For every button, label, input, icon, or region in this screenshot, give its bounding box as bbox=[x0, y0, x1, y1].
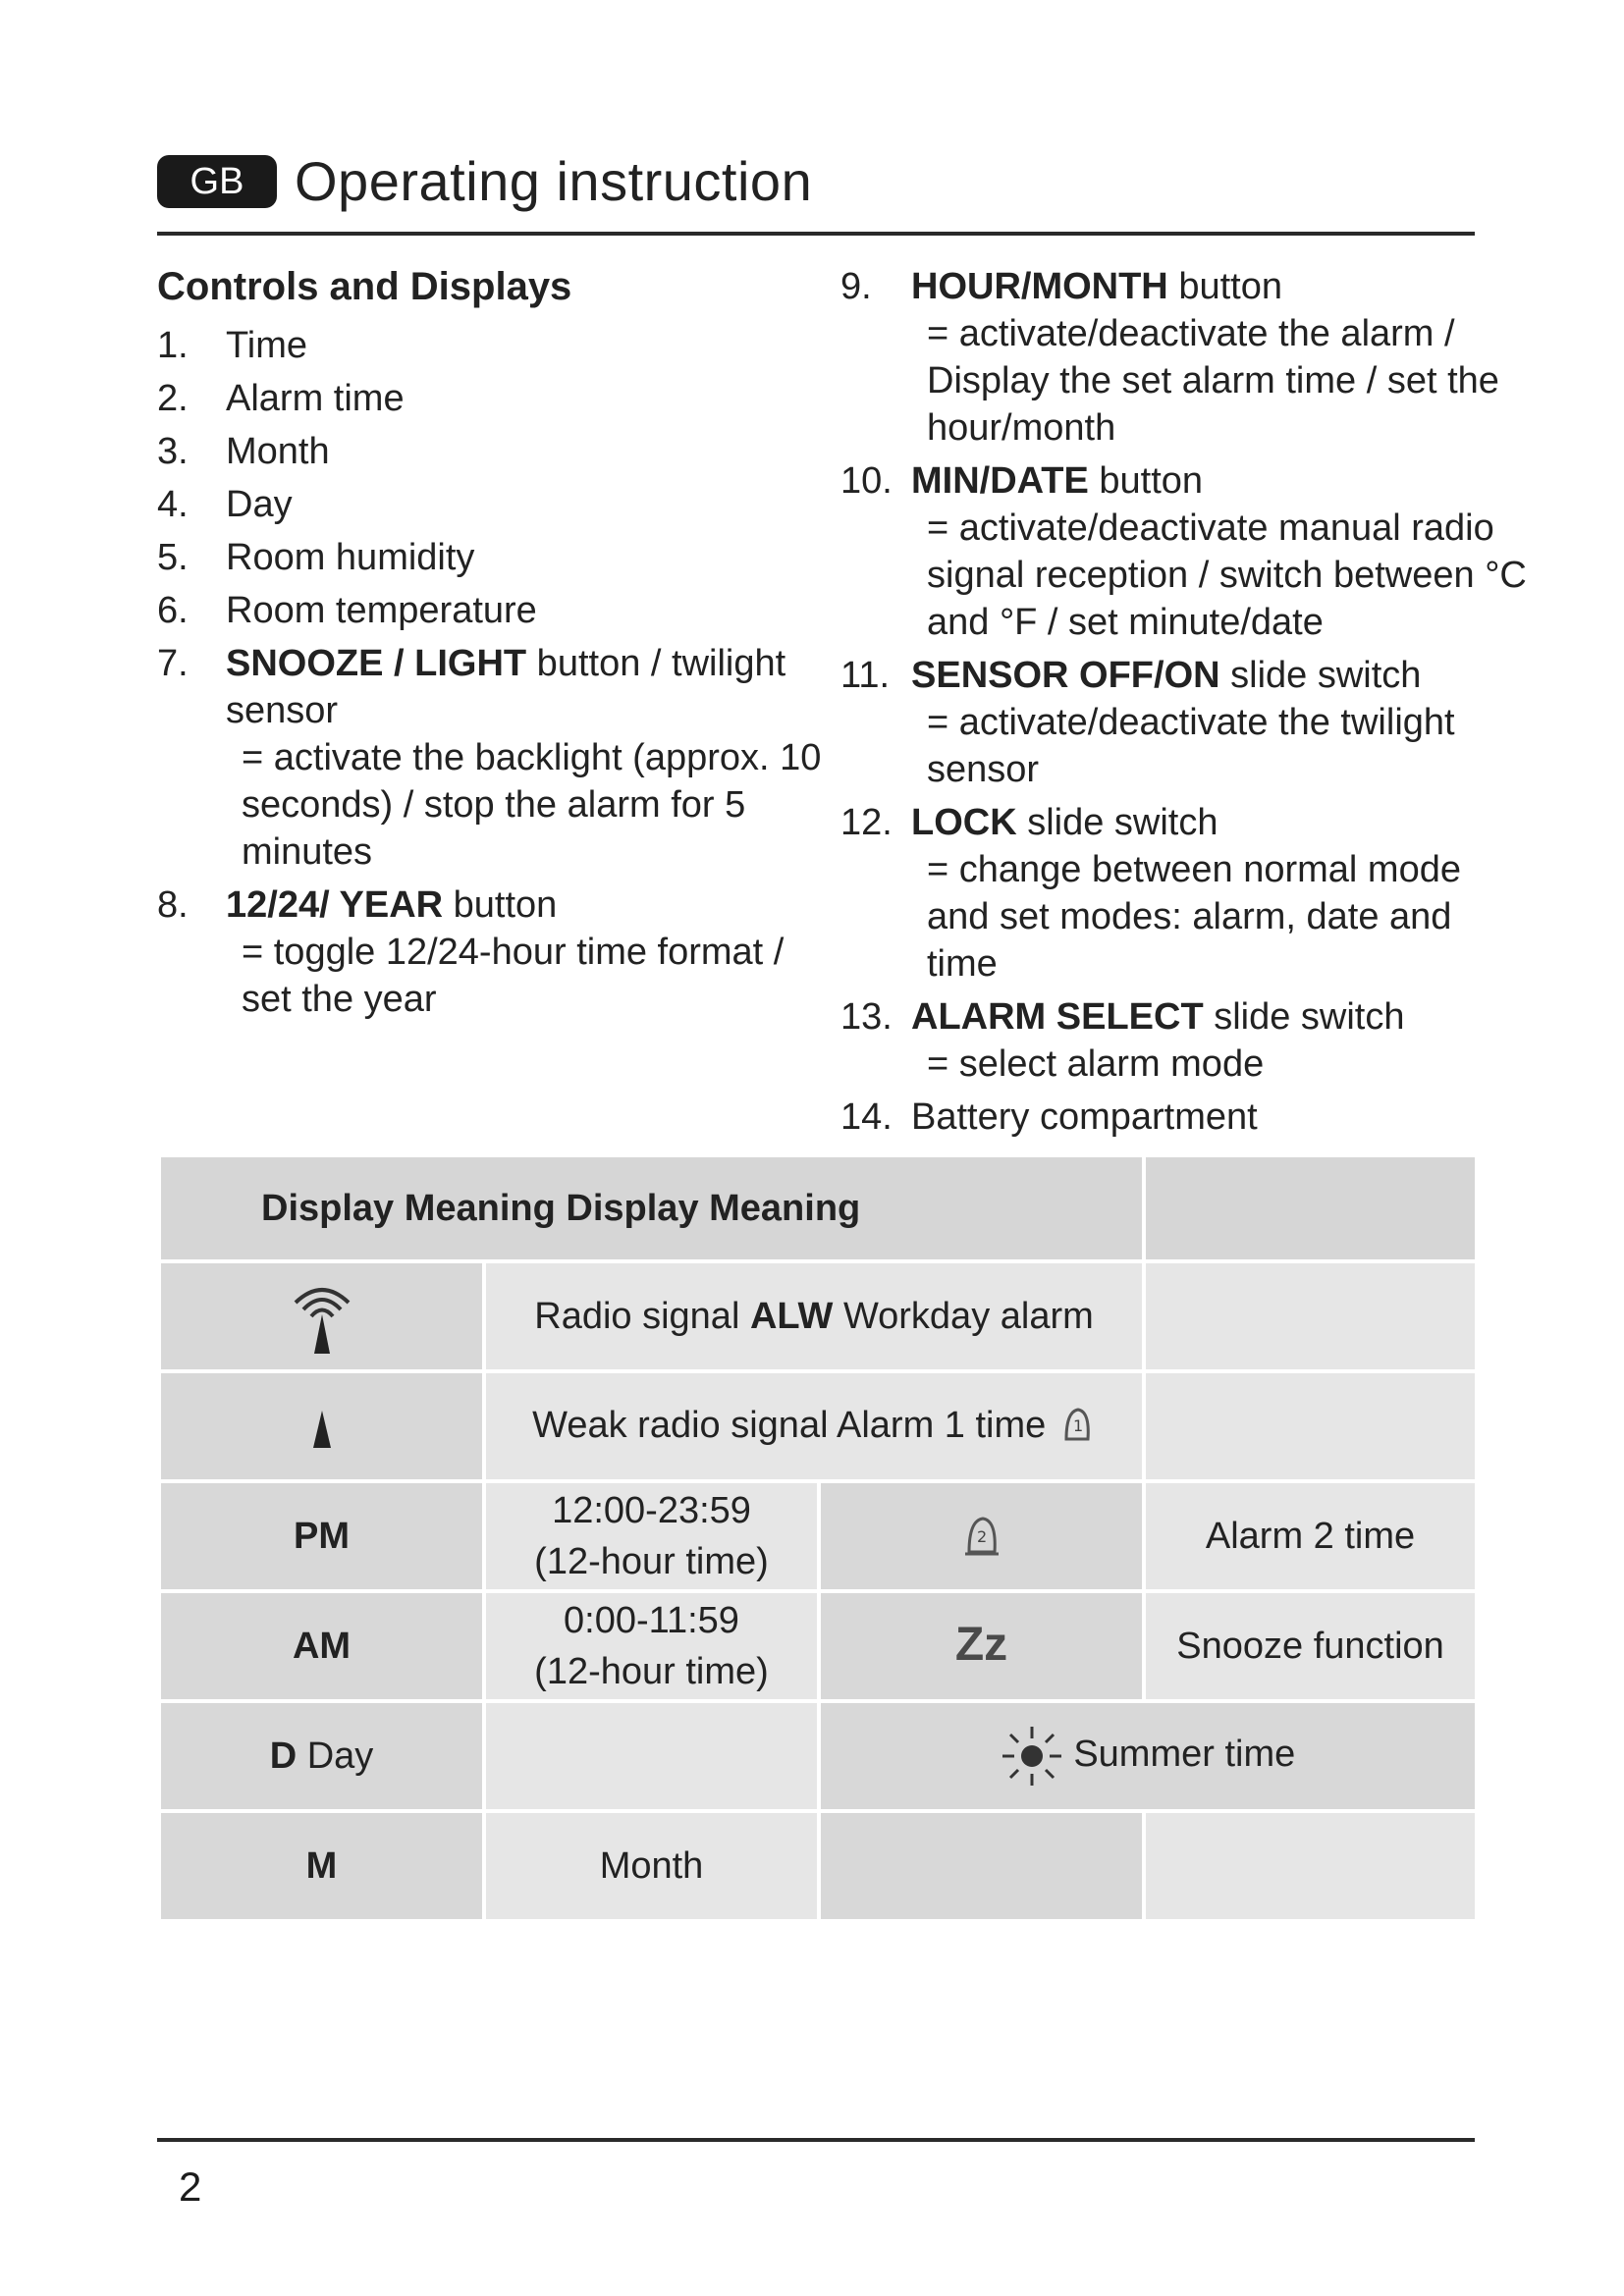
alarm-bell-1-icon bbox=[1056, 1400, 1096, 1453]
meaning-text: Day bbox=[306, 1735, 374, 1777]
display-code: ALW bbox=[749, 1296, 834, 1337]
item-label-bold: LOCK bbox=[911, 802, 1017, 843]
meaning-cell bbox=[484, 1261, 1144, 1371]
display-cell bbox=[819, 1481, 1144, 1591]
item-description: = activate/deactivate manual radio signal reception / switch between °C and °F / set minute/date bbox=[927, 507, 1527, 643]
summer-time-icon bbox=[1001, 1725, 1063, 1788]
table-row bbox=[159, 1701, 1477, 1811]
display-cell bbox=[819, 1591, 1144, 1701]
weak-signal-icon bbox=[307, 1403, 337, 1452]
table-row bbox=[159, 1261, 1477, 1371]
display-cell bbox=[159, 1261, 484, 1371]
item-number: 5. bbox=[157, 537, 189, 578]
list-item bbox=[840, 263, 1528, 452]
item-text: Day bbox=[226, 484, 293, 525]
list-item bbox=[157, 534, 825, 581]
display-cell bbox=[819, 1811, 1144, 1921]
section-heading: Controls and Displays bbox=[157, 265, 572, 308]
meaning-text: Weak radio signal bbox=[532, 1404, 829, 1446]
language-badge: GB bbox=[157, 155, 277, 208]
item-number: 6. bbox=[157, 590, 189, 631]
item-text: Month bbox=[226, 431, 330, 472]
item-label-bold: HOUR/MONTH bbox=[911, 266, 1168, 307]
list-item bbox=[157, 640, 825, 876]
list-item bbox=[157, 481, 825, 528]
meaning-text: 12:00-23:59 bbox=[552, 1490, 751, 1531]
meaning-cell bbox=[484, 1701, 819, 1811]
list-item bbox=[840, 1094, 1528, 1141]
meaning-text: Workday alarm bbox=[842, 1296, 1094, 1337]
meaning-text: Radio signal bbox=[534, 1296, 740, 1337]
svg-text:1: 1 bbox=[1072, 1416, 1084, 1436]
alarm-bell-2-icon bbox=[957, 1507, 1006, 1566]
item-text: button / twilight sensor bbox=[226, 643, 786, 731]
item-number: 7. bbox=[157, 643, 189, 684]
table-header-row bbox=[159, 1155, 1477, 1261]
item-label-bold: ALARM SELECT bbox=[911, 996, 1204, 1038]
meaning-cell: Alarm 2 time bbox=[1144, 1481, 1477, 1591]
item-number: 9. bbox=[840, 266, 872, 307]
display-meaning-table bbox=[157, 1153, 1479, 1923]
item-number: 12. bbox=[840, 802, 893, 843]
meaning-cell bbox=[1144, 1371, 1477, 1481]
page-title: Operating instruction bbox=[295, 150, 813, 212]
display-cell: M bbox=[159, 1811, 484, 1921]
item-text: slide switch bbox=[1203, 996, 1405, 1038]
left-column bbox=[157, 263, 825, 1029]
table-row bbox=[159, 1591, 1477, 1701]
meaning-text: (12-hour time) bbox=[534, 1651, 769, 1692]
item-description: = change between normal mode and set modes: alarm, date and time bbox=[927, 849, 1461, 985]
list-item bbox=[157, 881, 825, 1023]
meaning-cell: Snooze function bbox=[1144, 1591, 1477, 1701]
item-description: = activate/deactivate the twilight sensor bbox=[927, 702, 1455, 790]
item-number: 14. bbox=[840, 1096, 893, 1138]
list-item bbox=[840, 457, 1528, 646]
list-item bbox=[157, 587, 825, 634]
svg-text:2: 2 bbox=[976, 1527, 987, 1546]
meaning-cell: Month bbox=[484, 1811, 819, 1921]
item-text: slide switch bbox=[1219, 655, 1422, 696]
item-description: = toggle 12/24-hour time format / set the year bbox=[242, 932, 785, 1020]
meaning-cell bbox=[1144, 1261, 1477, 1371]
right-column bbox=[840, 263, 1528, 1147]
footer-divider bbox=[157, 2138, 1475, 2142]
radio-signal-icon bbox=[288, 1277, 356, 1356]
item-label-bold: SNOOZE / LIGHT bbox=[226, 643, 527, 684]
table-header-cell bbox=[1144, 1155, 1477, 1261]
meaning-text: 0:00-11:59 bbox=[564, 1600, 739, 1641]
header-divider bbox=[157, 232, 1475, 236]
item-text: button bbox=[1088, 460, 1204, 502]
meaning-text: Alarm 1 time bbox=[837, 1404, 1047, 1446]
item-text: slide switch bbox=[1016, 802, 1218, 843]
item-number: 2. bbox=[157, 378, 189, 419]
item-label-bold: 12/24/ YEAR bbox=[226, 884, 444, 926]
page-number: 2 bbox=[179, 2163, 202, 2210]
display-code: D bbox=[269, 1735, 298, 1777]
item-text: button bbox=[1167, 266, 1282, 307]
display-cell: PM bbox=[159, 1481, 484, 1591]
list-item bbox=[840, 799, 1528, 988]
list-item bbox=[157, 375, 825, 422]
display-cell bbox=[819, 1701, 1477, 1811]
meaning-text: (12-hour time) bbox=[534, 1541, 769, 1582]
table-row bbox=[159, 1481, 1477, 1591]
item-number: 8. bbox=[157, 884, 189, 926]
list-item bbox=[157, 322, 825, 369]
item-description: = activate/deactivate the alarm / Display the set alarm time / set the hour/month bbox=[927, 313, 1499, 449]
item-number: 1. bbox=[157, 325, 189, 366]
list-item bbox=[157, 428, 825, 475]
meaning-cell bbox=[484, 1481, 819, 1591]
meaning-cell bbox=[1144, 1811, 1477, 1921]
item-number: 10. bbox=[840, 460, 893, 502]
item-text: Time bbox=[226, 325, 308, 366]
meaning-cell bbox=[484, 1591, 819, 1701]
snooze-zz-icon: Zz bbox=[954, 1618, 1008, 1671]
table-header-cell bbox=[159, 1155, 1144, 1261]
item-number: 13. bbox=[840, 996, 893, 1038]
list-item bbox=[840, 652, 1528, 793]
item-description: = select alarm mode bbox=[927, 1043, 1265, 1085]
display-cell bbox=[159, 1371, 484, 1481]
item-label-bold: SENSOR OFF/ON bbox=[911, 655, 1220, 696]
item-description: = activate the backlight (approx. 10 seconds) / stop the alarm for 5 minutes bbox=[242, 737, 822, 873]
table-header-text: Display Meaning Display Meaning bbox=[261, 1188, 861, 1229]
item-text: Battery compartment bbox=[911, 1096, 1258, 1138]
display-cell: AM bbox=[159, 1591, 484, 1701]
item-text: button bbox=[443, 884, 558, 926]
item-text: Alarm time bbox=[226, 378, 405, 419]
item-number: 3. bbox=[157, 431, 189, 472]
meaning-cell bbox=[484, 1371, 1144, 1481]
item-number: 11. bbox=[840, 655, 891, 696]
display-cell bbox=[159, 1701, 484, 1811]
table-row bbox=[159, 1811, 1477, 1921]
item-text: Room temperature bbox=[226, 590, 537, 631]
meaning-text: Summer time bbox=[1073, 1734, 1296, 1776]
list-item bbox=[840, 993, 1528, 1088]
table-row bbox=[159, 1371, 1477, 1481]
item-text: Room humidity bbox=[226, 537, 475, 578]
item-label-bold: MIN/DATE bbox=[911, 460, 1089, 502]
item-number: 4. bbox=[157, 484, 189, 525]
